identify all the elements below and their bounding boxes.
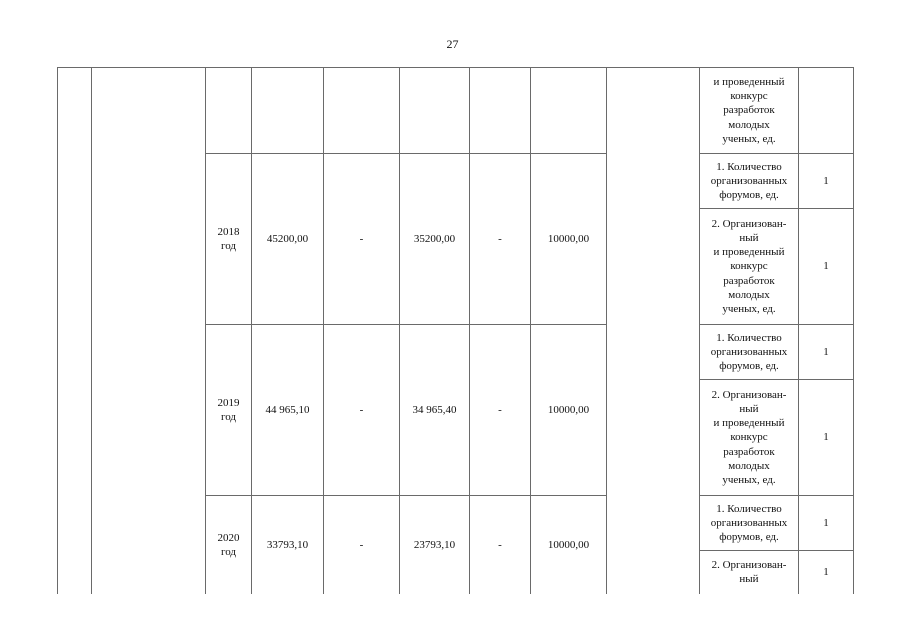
funding-col4-cell: 23793,10 xyxy=(400,496,470,594)
indicator-cell xyxy=(700,209,799,325)
funding-col4-cell: 35200,00 xyxy=(400,154,470,325)
year-label: 2020 год xyxy=(217,531,240,558)
year-cell xyxy=(206,154,252,325)
total-funding-cell: 45200,00 xyxy=(252,154,324,325)
indicator-text: 1. Количество организованных форумов, ед. xyxy=(710,331,788,373)
funding-col3-cell: - xyxy=(324,325,400,496)
funding-col3-cell: - xyxy=(324,496,400,594)
cell-empty xyxy=(531,68,607,154)
year-label: 2018 год xyxy=(217,225,240,252)
cell-empty xyxy=(400,68,470,154)
indicator-value-cell: 1 xyxy=(799,380,854,496)
indicator-cell xyxy=(700,325,799,380)
indicator-text: 2. Организован- ный и проведенный конкурс разработок молодых ученых, ед. xyxy=(711,218,787,315)
indicator-text: 2. Организован- ный и проведенный конкурс разработок молодых ученых, ед. xyxy=(711,389,787,486)
indicator-value-cell: 1 xyxy=(799,325,854,380)
funding-col6-cell: 10000,00 xyxy=(531,325,607,496)
funding-col5-cell: - xyxy=(470,496,531,594)
indicator-text: 1. Количество организованных форумов, ед. xyxy=(710,502,788,544)
indicator-cell xyxy=(700,154,799,209)
funding-col6-cell: 10000,00 xyxy=(531,496,607,594)
indicator-cell xyxy=(700,551,799,594)
total-funding-cell: 33793,10 xyxy=(252,496,324,594)
cell-empty xyxy=(324,68,400,154)
indicator-value-cell: 1 xyxy=(799,551,854,594)
table-row-continuation xyxy=(58,68,854,154)
indicator-cell xyxy=(700,380,799,496)
indicator-value-cell: 1 xyxy=(799,154,854,209)
col-number-cell xyxy=(58,68,92,594)
indicator-cell xyxy=(700,68,799,154)
indicator-value-cell: 1 xyxy=(799,209,854,325)
cell-empty xyxy=(470,68,531,154)
col-name-cell xyxy=(92,68,206,594)
funding-col5-cell: - xyxy=(470,325,531,496)
year-cell xyxy=(206,496,252,594)
funding-col4-cell: 34 965,40 xyxy=(400,325,470,496)
year-cell xyxy=(206,325,252,496)
indicator-text: и проведенный конкурс разработок молодых ученых, ед. xyxy=(713,76,785,145)
cell-empty xyxy=(252,68,324,154)
program-funding-table xyxy=(57,67,854,594)
page-number: 27 xyxy=(446,37,459,51)
indicator-value-cell: 1 xyxy=(799,496,854,551)
year-label: 2019 год xyxy=(217,396,240,423)
indicator-cell xyxy=(700,496,799,551)
indicator-value-cell xyxy=(799,68,854,154)
funding-col3-cell: - xyxy=(324,154,400,325)
indicator-text: 2. Организован- ный xyxy=(711,559,787,586)
indicator-text: 1. Количество организованных форумов, ед. xyxy=(710,160,788,202)
col-executor-cell xyxy=(607,68,700,594)
cell-empty xyxy=(206,68,252,154)
funding-col6-cell: 10000,00 xyxy=(531,154,607,325)
total-funding-cell: 44 965,10 xyxy=(252,325,324,496)
funding-col5-cell: - xyxy=(470,154,531,325)
